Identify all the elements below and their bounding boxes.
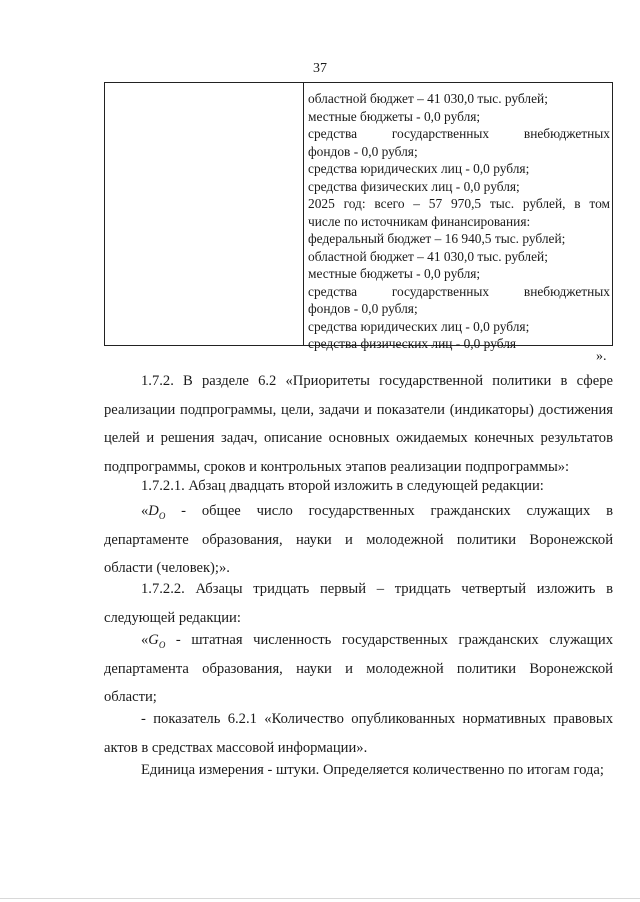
table-right-cell [308, 90, 610, 353]
footer-rule [0, 898, 640, 899]
text-line: департамента образования, науки и молодежной политики Воронежской [104, 660, 613, 677]
text-line: следующей редакции: [104, 609, 241, 626]
table-line: областной бюджет – 41 030,0 тыс. рублей; [308, 248, 548, 264]
table-line: фондов - 0,0 рубля; [308, 301, 418, 316]
text-line: 1.7.2. В разделе 6.2 «Приоритеты государственной политики в сфере [141, 373, 613, 389]
text-line: актов в средствах массовой информации». [104, 739, 368, 756]
paragraph-1-7-2-2 [104, 575, 613, 632]
formula-subscript: O [158, 510, 166, 521]
table-line: средства физических лиц - 0,0 рубля [308, 336, 517, 351]
table-line: 2025 год: всего – 57 970,5 тыс. рублей, в том [308, 196, 610, 211]
formula-subscript: O [158, 639, 166, 650]
definition-text: - штатная численность государственных гражданских служащих [165, 632, 613, 648]
table-column-divider [303, 83, 304, 345]
text-line [104, 497, 613, 526]
text-line: - показатель 6.2.1 «Количество опубликованных нормативных правовых [141, 711, 613, 727]
table-line: средства физических лиц - 0,0 рубля; [308, 178, 520, 194]
open-quote: « [141, 503, 149, 519]
table-left-cell [105, 83, 303, 345]
text-line: подпрограммы, сроков и контрольных этапов реализации подпрограммы»: [104, 458, 570, 475]
table-line: числе по источникам финансирования: [308, 213, 531, 229]
text-line [104, 626, 613, 655]
text-line: целей и решения задач, описание основных ожидаемых конечных результатов [104, 430, 613, 446]
text-line: области; [104, 689, 157, 705]
text-line: области (человек);». [104, 560, 230, 576]
budget-table [104, 82, 613, 351]
paragraph-g-definition [104, 626, 613, 712]
text-line: 1.7.2.1. Абзац двадцать второй изложить в следующей редакции: [141, 478, 544, 494]
formula-symbol: D [148, 503, 159, 519]
table-line: местные бюджеты - 0,0 рубля; [308, 108, 481, 124]
table-line: фондов - 0,0 рубля; [308, 143, 418, 159]
text-line: реализации подпрограммы, цели, задачи и показатели (индикаторы) достижения [104, 401, 613, 418]
table-line: средства государственных внебюджетных [308, 126, 610, 141]
table-line: средства государственных внебюджетных [308, 283, 610, 299]
definition-text: - общее число государственных гражданских служащих в [165, 503, 613, 519]
text-line: Единица измерения - штуки. Определяется количественно по итогам года; [141, 762, 604, 778]
paragraph-d-definition [104, 497, 613, 583]
closing-quote: ». [596, 349, 607, 364]
table-line: областной бюджет – 41 030,0 тыс. рублей; [308, 91, 548, 106]
table-line: средства юридических лиц - 0,0 рубля; [308, 161, 530, 176]
page-number: 37 [313, 61, 327, 76]
table-line: федеральный бюджет – 16 940,5 тыс. рублей; [308, 231, 566, 246]
text-line: департаменте образования, науки и молодежной политики Воронежской [104, 531, 613, 548]
table-line: средства юридических лиц - 0,0 рубля; [308, 318, 530, 334]
paragraph-indicator-6-2-1 [104, 705, 613, 762]
formula-symbol: G [148, 632, 159, 648]
open-quote: « [141, 632, 149, 648]
paragraph-unit-of-measure [104, 756, 613, 785]
text-line: 1.7.2.2. Абзацы тридцать первый – тридцать четвертый изложить в [141, 581, 613, 597]
paragraph-1-7-2 [104, 367, 613, 481]
table-line: местные бюджеты - 0,0 рубля; [308, 266, 481, 281]
